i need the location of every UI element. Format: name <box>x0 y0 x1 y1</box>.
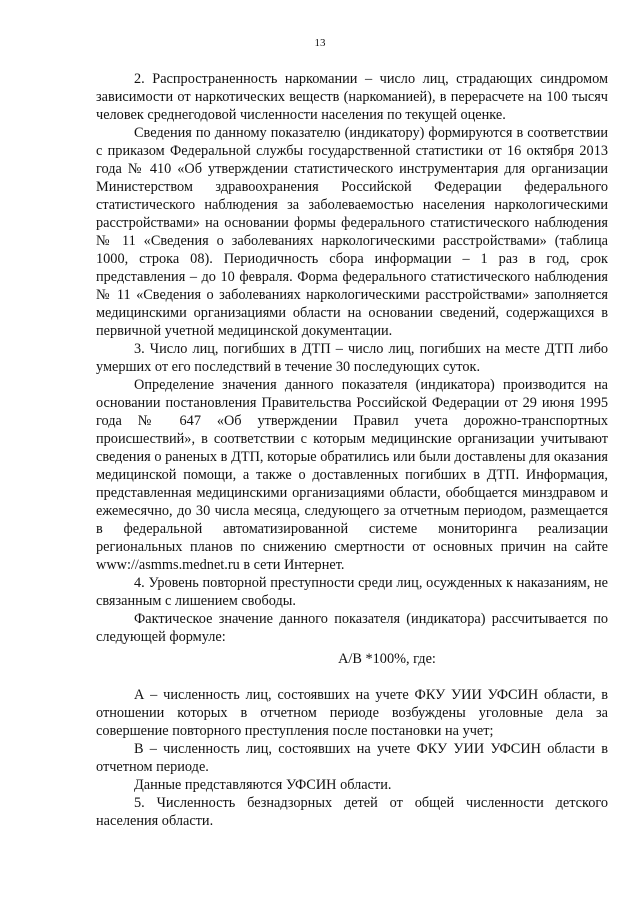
paragraph-road-deaths: 3. Число лиц, погибших в ДТП – число лиц, погибших на месте ДТП либо умерших от его последствий в течение 30 последующих суток. <box>96 341 608 375</box>
paragraph-recidivism-calc: Фактическое значение данного показателя (индикатора) рассчитывается по следующей формуле: <box>96 611 608 645</box>
paragraph-narcomania-source: Сведения по данному показателю (индикатору) формируются в соответствии с приказом Федеральной службы государственной статистики от 16 октября 2013 года № 410 «Об утверждении статистического инструментария для организации Министерством здравоохранения Российской Федерации федерального статистического наблюдения за заболеваемостью населения наркологическими расстройствами» на основании формы федерального статистического наблюдения № 11 «Сведения о заболеваниях наркологическими расстройствами» (таблица 1000, строка 08). Периодичность сбора информации – 1 раз в год, срок представления – до 10 февраля. Форма федерального статистического наблюдения № 11 «Сведения о заболеваниях наркологическими расстройствами» заполняется медицинскими организациями области на основании сведений, содержащихся в первичной учетной медицинской документации. <box>96 125 608 339</box>
definition-b: В – численность лиц, состоявших на учете ФКУ УИИ УФСИН области в отчетном периоде. <box>96 741 608 775</box>
paragraph-recidivism: 4. Уровень повторной преступности среди лиц, осужденных к наказаниям, не связанным с лишением свободы. <box>96 575 608 609</box>
paragraph-data-provider: Данные представляются УФСИН области. <box>134 777 392 793</box>
paragraph-road-deaths-source: Определение значения данного показателя (индикатора) производится на основании постановления Правительства Российской Федерации от 29 июня 1995 года № 647 «Об утверждении Правил учета дорожно-транспортных происшествий», в соответствии с которым медицинские организации учитывают сведения о раненых в ДТП, которые обратились или были доставлены для оказания медицинской помощи, а также о доставленных погибших в ДТП. Информация, представленная медицинскими организациями области, обобщается минздравом и ежемесячно, до 30 числа месяца, следующего за отчетным периодом, размещается в федеральной автоматизированной системе мониторинга реализации региональных планов по снижению смертности от основных причин на сайте www://asmms.mednet.ru в сети Интернет. <box>96 377 608 573</box>
formula: А/В *100%, где: <box>338 651 436 667</box>
paragraph-narcomania: 2. Распространенность наркомании – число лиц, страдающих синдромом зависимости от наркотических веществ (наркоманией), в перерасчете на 100 тысяч человек среднегодовой численности населения по текущей оценке. <box>96 71 608 123</box>
document-body <box>96 70 608 830</box>
page-number: 13 <box>314 37 326 49</box>
definition-a: А – численность лиц, состоявших на учете ФКУ УИИ УФСИН области, в отношении которых в отчетном периоде возбуждены уголовные дела за совершение повторного преступления после постановки на учет; <box>96 687 608 739</box>
paragraph-homeless-children: 5. Численность безнадзорных детей от общей численности детского населения области. <box>96 795 608 829</box>
